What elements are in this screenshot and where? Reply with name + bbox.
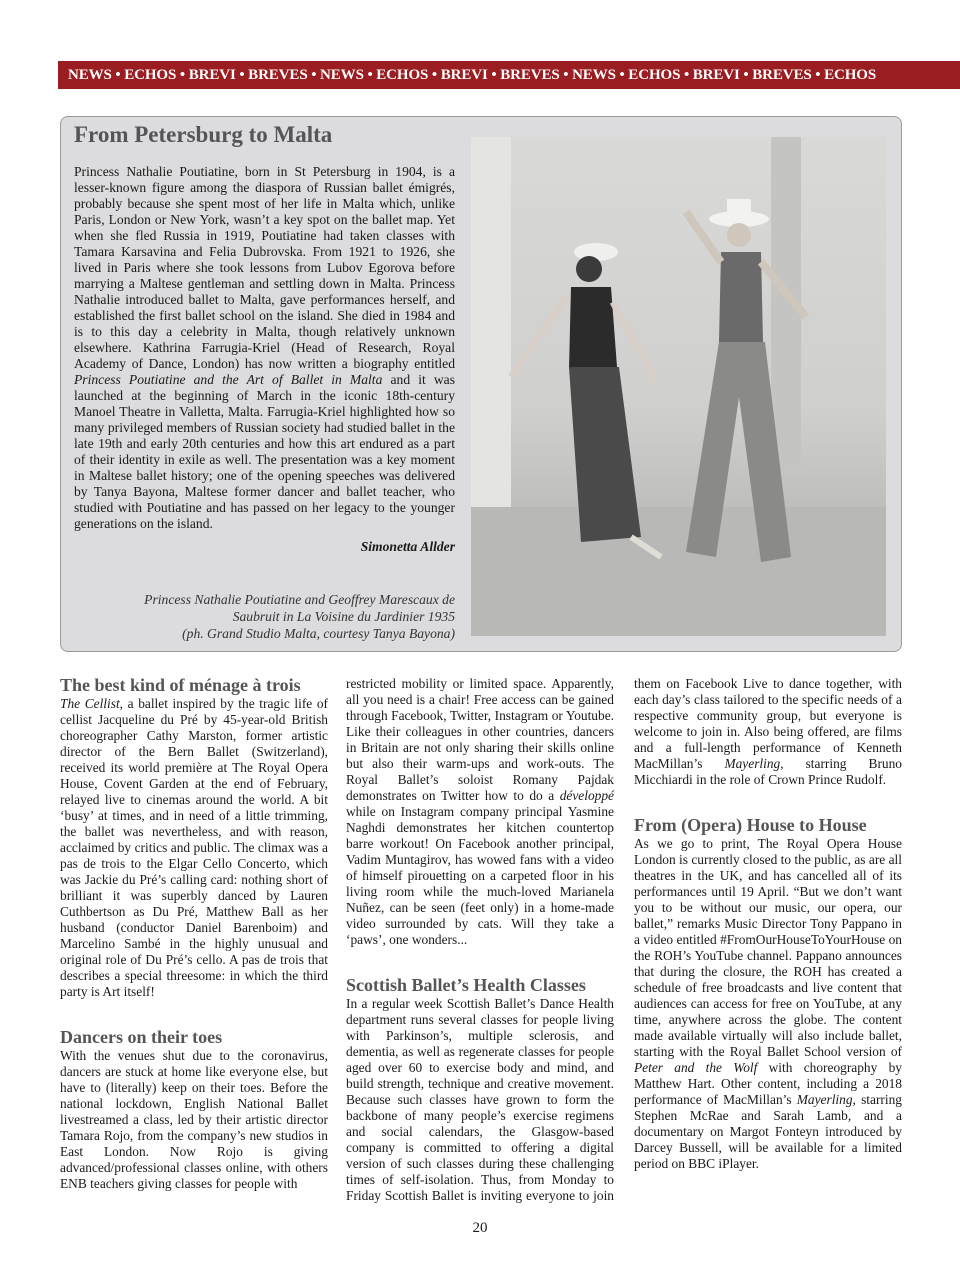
article-body-continued: restricted mobility or limited space. Apparently, all you need is a chair! Free access can be gained through Facebook, Twitter, Instagram or Youtube. Like their colleagues in other countries, dancers in Britain are not only sharing their skills online but also their warm-ups and work-outs. The Royal Ballet’s soloist Romany Pajdak demonstrates on Twitter how to do a développé while on Instagram company principal Yasmine Naghdi demonstrates her kitchen countertop barre workout! On Facebook another principal, Vadim Muntagirov, has wowed fans with a video of himself pirouetting on a carpeted floor in his living room while the much-loved Marianela Nuñez, can be seen (feet only) in a home-made video surrounded by cats. Will they take a ‘paws’, one wonders... bbox=[346, 676, 615, 947]
caption-line: Saubruit in La Voisine du Jardinier 1935 bbox=[232, 609, 455, 624]
article-title: The best kind of ménage à trois bbox=[60, 675, 301, 695]
article-body bbox=[634, 836, 902, 1172]
caption-line: Princess Nathalie Poutiatine and Geoffrey Marescaux de bbox=[144, 592, 455, 607]
article-body bbox=[60, 696, 328, 1000]
italic-title-text: Mayerling bbox=[724, 756, 781, 771]
right-columns-placeholder bbox=[346, 676, 902, 1206]
italic-title-text: Mayerling, bbox=[796, 1092, 856, 1107]
dancers-photo-illustration bbox=[471, 137, 886, 636]
italic-title-text: The Cellist bbox=[60, 696, 120, 711]
article-title: From (Opera) House to House bbox=[634, 815, 867, 835]
italic-title-text: Peter and the Wolf bbox=[634, 1060, 758, 1075]
page-number: 20 bbox=[472, 1220, 488, 1236]
feature-box bbox=[60, 116, 902, 652]
body-text: As we go to print, The Royal Opera House London is currently closed to the public, as are all theatres in the UK, and has cancelled all of its performances until 19 April. “But we don’t want you to be without our music, our opera, our ballet,” remarks Music Director Tony Pappano in a video entitled #FromOurHouseToYourHouse on the ROH’s YouTube channel. Pappano announces that during the closure, the ROH has created a schedule of free broadcasts and live content that audiences can access for free on YouTube, at any time, anywhere across the globe. The content made available virtually will also include ballet, starting with the Royal Ballet School version of bbox=[634, 836, 902, 1059]
caption-line: (ph. Grand Studio Malta, courtesy Tanya Bayona) bbox=[182, 626, 455, 641]
body-text: and it was launched at the beginning of March in the iconic 18th-century Manoel Theatre in Valletta, Malta. Farrugia-Kriel highlighted how so many privileged members of Russian society had studied ballet in the late 19th and early 20th centuries and how this art endured as a part of their identity in exile as well. The presentation was a key moment in Maltese ballet history; one of the opening speeches was delivered by Tanya Bayona, Maltese former dancer and ballet teacher, who studied with Poutiatine and has passed on her legacy to the younger generations on the island. bbox=[74, 372, 455, 531]
column-1 bbox=[60, 674, 328, 1192]
feature-title: From Petersburg to Malta bbox=[74, 122, 333, 147]
body-text: In a regular week Scottish Ballet’s Dance Health department runs several classes for people living with Parkinson’s, multiple sclerosis, and dementia, as well as regenerate classes for people aged over 60 to exercise body and mind, and build strength, technique and creative movement. Because such classes have grown to form the backbone of many people’s exercise regimens and social calendars, the Glasgow-based company is committed to offering a digital version of such classes during these challenging times of self-isolation. Thus, from Monday to Friday Scottish Ballet is inviting everyone to join them on Facebook Live to dance together, with each day’s class tailored to the specific needs of a respective community group, but everyone is welcome to join in. Also being offered, are films and a full-length performance of Kenneth MacMillan’s bbox=[346, 676, 902, 1203]
italic-title-text: Princess Poutiatine and the Art of Ballet in Malta bbox=[74, 372, 383, 387]
article-title: Scottish Ballet’s Health Classes bbox=[346, 975, 586, 995]
feature-byline: Simonetta Allder bbox=[360, 539, 455, 554]
body-text: , starring Bruno Micchiardi in the role of Crown Prince Rudolf. bbox=[634, 756, 902, 787]
dancers-photo bbox=[471, 137, 886, 636]
body-text: starring Stephen McRae and Sarah Lamb, and a documentary on Margot Fonteyn introduced by Darcey Bussell, will be available for a limited period on BBC iPlayer. bbox=[634, 1092, 902, 1171]
article-title: Dancers on their toes bbox=[60, 1027, 223, 1047]
body-text: with choreography by Matthew Hart. Other content, including a 2018 performance of MacMillan’s bbox=[634, 1060, 902, 1107]
body-text: , a ballet inspired by the tragic life of cellist Jacqueline du Pré by 45-year-old British choreographer Cathy Marston, former artistic director of the Bern Ballet (Switzerland), received its world première at The Royal Opera House, Covent Garden at the end of February, relayed live to cinemas around the world. A bit ‘busy’ at times, and in need of a little trimming, the ballet was nevertheless, and with reason, acclaimed by critics and public. The climax was a pas de trois to the Elgar Cello Concerto, which was Jackie du Pré’s calling card: nothing short of brilliant it was superbly danced by Lauren Cuthbertson as Du Pré, Matthew Ball as her husband (conductor Daniel Barenboim) and Marcelino Sambé in the highly unusual and original role of Du Pré’s cello. A pas de trois that describes a special threesome: in which the third party is Art itself! bbox=[60, 696, 328, 999]
section-banner: NEWS • ECHOS • BREVI • BREVES • NEWS • ECHOS • BREVI • BREVES • NEWS • ECHOS • BREVI • BREVES • ECHOS bbox=[58, 61, 960, 89]
body-text: Princess Nathalie Poutiatine, born in St Petersburg in 1904, is a lesser-known figure among the diaspora of Russian ballet émigrés, probably because she spent most of her life in Malta which, unlike Paris, London or New York, wasn’t a key spot on the ballet map. Yet when she fled Russia in 1919, Poutiatine had taken classes with Tamara Karsavina and Felia Dubrovska. From 1921 to 1926, she lived in Paris where she took lessons from Lubov Egorova before marrying a Maltese gentleman and settling down in Malta. Princess Nathalie introduced ballet to Malta, gave performances herself, and established the first ballet school on the island. She died in 1984 and is to this day a celebrity in Malta, though relatively unknown elsewhere. Kathrina Farrugia-Kriel (Head of Research, Royal Academy of Dance, London) has now written a biography entitled bbox=[74, 164, 455, 371]
feature-body bbox=[74, 164, 455, 532]
article-body: With the venues shut due to the coronavirus, dancers are stuck at home like everyone else, but have to (literally) keep on their toes. Before the national lockdown, English National Ballet livestreamed a class, led by their artistic director Tamara Rojo, from the company’s new studios in East London. Now Rojo is giving advanced/professional classes online, with others ENB teachers giving classes for people with bbox=[60, 1048, 328, 1191]
photo-caption bbox=[74, 591, 455, 642]
